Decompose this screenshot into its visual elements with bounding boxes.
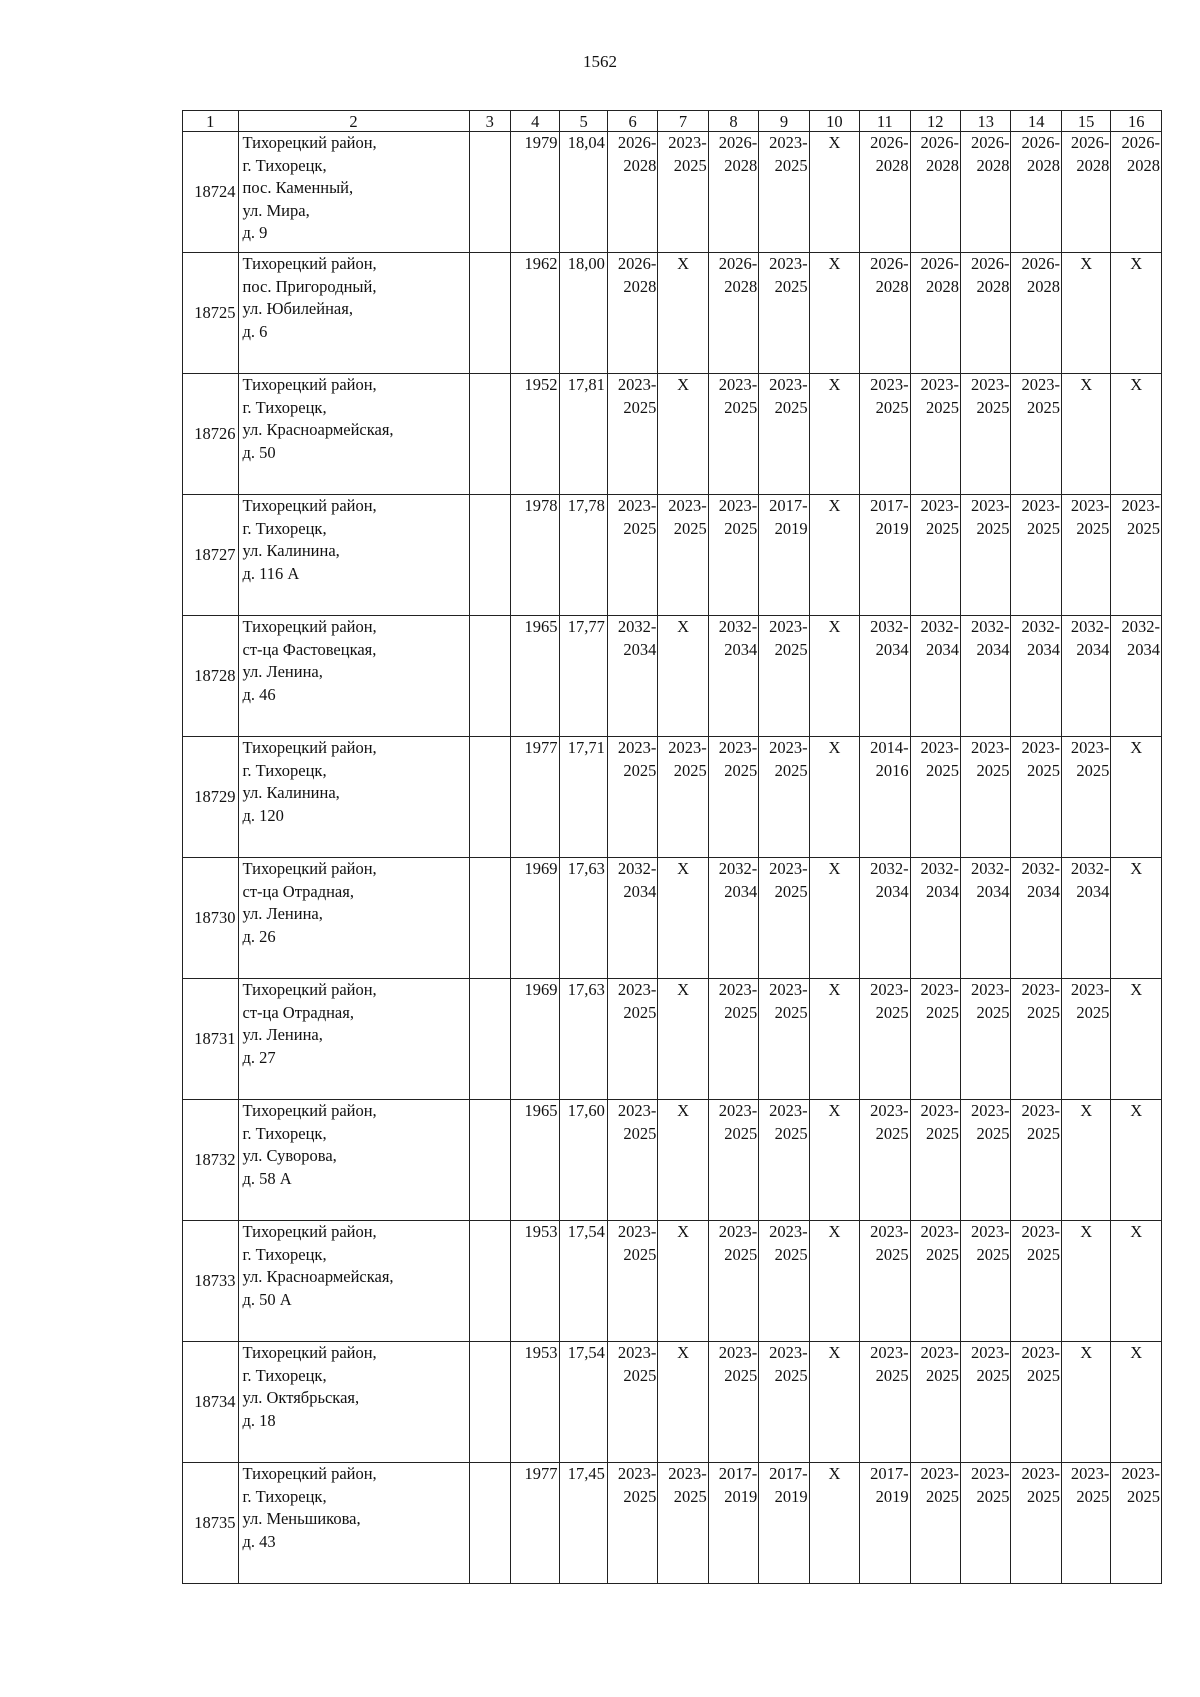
address-line: Тихорецкий район,	[242, 1464, 377, 1483]
period-cell: 2023- 2025	[759, 253, 809, 374]
address-line: Тихорецкий район,	[242, 859, 377, 878]
period-cell: 2023- 2025	[910, 979, 960, 1100]
address-line: ул. Красноармейская,	[242, 420, 394, 439]
address-line: Тихорецкий район,	[242, 254, 377, 273]
address-line: г. Тихорецк,	[242, 155, 327, 175]
address-cell	[238, 253, 469, 374]
period-cell: X	[1111, 737, 1162, 858]
row-id: 18733	[183, 1221, 239, 1342]
period-cell: 2023- 2025	[860, 1221, 910, 1342]
period-cell: 2023- 2025	[708, 495, 758, 616]
period-cell: 2032- 2034	[961, 858, 1011, 979]
column-header: 16	[1111, 111, 1162, 132]
period-cell: X	[1061, 1342, 1110, 1463]
address-line: д. 43	[242, 1531, 276, 1551]
address-line: ул. Юбилейная,	[242, 299, 353, 318]
col3-cell	[469, 1463, 510, 1584]
col3-cell	[469, 132, 510, 253]
address-cell	[238, 374, 469, 495]
table-row	[183, 1221, 1162, 1342]
period-cell: 2023- 2025	[961, 1342, 1011, 1463]
table-row	[183, 616, 1162, 737]
period-cell: X	[658, 979, 708, 1100]
year-cell: 1978	[510, 495, 559, 616]
year-cell: 1952	[510, 374, 559, 495]
row-id: 18732	[183, 1100, 239, 1221]
column-header: 7	[658, 111, 708, 132]
table-row	[183, 374, 1162, 495]
period-cell: 2023- 2025	[759, 374, 809, 495]
period-cell: X	[809, 858, 859, 979]
period-cell: 2023- 2025	[658, 132, 708, 253]
area-cell: 17,63	[560, 858, 607, 979]
period-cell: 2023- 2025	[1111, 1463, 1162, 1584]
column-header: 4	[510, 111, 559, 132]
period-cell: 2023- 2025	[1011, 737, 1061, 858]
column-header: 10	[809, 111, 859, 132]
period-cell: X	[809, 132, 859, 253]
address-line: Тихорецкий район,	[242, 1222, 377, 1241]
address-cell	[238, 495, 469, 616]
year-cell: 1953	[510, 1342, 559, 1463]
address-cell	[238, 1221, 469, 1342]
period-cell: X	[809, 737, 859, 858]
year-cell: 1965	[510, 1100, 559, 1221]
period-cell: X	[809, 1100, 859, 1221]
period-cell: 2017- 2019	[860, 1463, 910, 1584]
column-header: 2	[238, 111, 469, 132]
period-cell: 2023- 2025	[910, 374, 960, 495]
period-cell: 2032- 2034	[910, 616, 960, 737]
period-cell: 2023- 2025	[910, 495, 960, 616]
period-cell: X	[1111, 374, 1162, 495]
repair-schedule-table	[182, 110, 1162, 1584]
period-cell: X	[1111, 858, 1162, 979]
address-line: Тихорецкий район,	[242, 980, 377, 999]
period-cell: 2023- 2025	[759, 132, 809, 253]
address-line: г. Тихорецк,	[242, 1486, 327, 1506]
period-cell: 2026- 2028	[860, 253, 910, 374]
period-cell: 2026- 2028	[607, 132, 657, 253]
period-cell: 2032- 2034	[860, 616, 910, 737]
period-cell: 2032- 2034	[860, 858, 910, 979]
col3-cell	[469, 1100, 510, 1221]
period-cell: 2023- 2025	[1011, 1100, 1061, 1221]
period-cell: 2023- 2025	[759, 1100, 809, 1221]
address-line: ул. Ленина,	[242, 662, 323, 681]
year-cell: 1953	[510, 1221, 559, 1342]
area-cell: 17,54	[560, 1221, 607, 1342]
address-line: ул. Суворова,	[242, 1146, 337, 1165]
period-cell: 2023- 2025	[708, 374, 758, 495]
period-cell: 2023- 2025	[910, 1463, 960, 1584]
column-header: 11	[860, 111, 910, 132]
period-cell: X	[809, 1221, 859, 1342]
period-cell: 2023- 2025	[759, 1342, 809, 1463]
period-cell: 2032- 2034	[1061, 616, 1110, 737]
area-cell: 17,71	[560, 737, 607, 858]
period-cell: 2023- 2025	[961, 1463, 1011, 1584]
column-header: 12	[910, 111, 960, 132]
column-header: 8	[708, 111, 758, 132]
period-cell: 2023- 2025	[607, 374, 657, 495]
table-row	[183, 1463, 1162, 1584]
column-header: 3	[469, 111, 510, 132]
address-line: Тихорецкий район,	[242, 133, 377, 152]
address-line: ул. Меньшикова,	[242, 1509, 361, 1528]
period-cell: X	[1111, 1100, 1162, 1221]
period-cell: 2023- 2025	[860, 1342, 910, 1463]
column-header: 9	[759, 111, 809, 132]
area-cell: 17,81	[560, 374, 607, 495]
page-number: 1562	[583, 52, 617, 71]
col3-cell	[469, 495, 510, 616]
address-line: Тихорецкий район,	[242, 496, 377, 515]
period-cell: 2023- 2025	[607, 1463, 657, 1584]
period-cell: 2023- 2025	[961, 737, 1011, 858]
period-cell: X	[1061, 253, 1110, 374]
period-cell: 2023- 2025	[1011, 1463, 1061, 1584]
address-line: ул. Ленина,	[242, 904, 323, 923]
address-line: д. 6	[242, 321, 268, 341]
period-cell: 2023- 2025	[607, 737, 657, 858]
period-cell: 2023- 2025	[910, 737, 960, 858]
period-cell: 2023- 2025	[860, 979, 910, 1100]
col3-cell	[469, 1342, 510, 1463]
address-line: д. 116 А	[242, 563, 300, 583]
address-line: пос. Пригородный,	[242, 276, 377, 296]
period-cell: 2023- 2025	[759, 1221, 809, 1342]
area-cell: 17,45	[560, 1463, 607, 1584]
address-line: Тихорецкий район,	[242, 738, 377, 757]
period-cell: 2026- 2028	[961, 253, 1011, 374]
period-cell: 2023- 2025	[961, 979, 1011, 1100]
row-id: 18726	[183, 374, 239, 495]
area-cell: 17,63	[560, 979, 607, 1100]
address-line: г. Тихорецк,	[242, 1244, 327, 1264]
table-row	[183, 858, 1162, 979]
address-line: г. Тихорецк,	[242, 397, 327, 417]
address-line: д. 9	[242, 223, 268, 242]
period-cell: 2023- 2025	[607, 1100, 657, 1221]
period-cell: 2023- 2025	[658, 495, 708, 616]
period-cell: 2026- 2028	[1011, 132, 1061, 253]
col3-cell	[469, 253, 510, 374]
address-cell	[238, 1342, 469, 1463]
address-line: д. 58 А	[242, 1168, 292, 1188]
period-cell: X	[809, 253, 859, 374]
area-cell: 17,77	[560, 616, 607, 737]
year-cell: 1977	[510, 1463, 559, 1584]
period-cell: 2023- 2025	[860, 374, 910, 495]
period-cell: 2023- 2025	[961, 1100, 1011, 1221]
period-cell: 2026- 2028	[708, 253, 758, 374]
area-cell: 18,04	[560, 132, 607, 253]
row-id: 18735	[183, 1463, 239, 1584]
period-cell: 2023- 2025	[658, 737, 708, 858]
address-line: г. Тихорецк,	[242, 518, 327, 538]
column-header: 1	[183, 111, 239, 132]
address-line: Тихорецкий район,	[242, 617, 377, 636]
address-line: ул. Красноармейская,	[242, 1267, 394, 1286]
period-cell: 2023- 2025	[1011, 1342, 1061, 1463]
address-line: г. Тихорецк,	[242, 760, 327, 780]
period-cell: 2017- 2019	[759, 495, 809, 616]
period-cell: X	[658, 1100, 708, 1221]
period-cell: 2023- 2025	[759, 979, 809, 1100]
year-cell: 1969	[510, 979, 559, 1100]
col3-cell	[469, 737, 510, 858]
address-line: ст-ца Отрадная,	[242, 1002, 354, 1022]
period-cell: 2026- 2028	[708, 132, 758, 253]
address-line: д. 46	[242, 684, 276, 704]
address-line: ул. Мира,	[242, 200, 310, 220]
period-cell: X	[1111, 979, 1162, 1100]
row-id: 18734	[183, 1342, 239, 1463]
address-line: г. Тихорецк,	[242, 1365, 327, 1385]
table-row	[183, 253, 1162, 374]
period-cell: X	[1061, 374, 1110, 495]
col3-cell	[469, 858, 510, 979]
period-cell: 2023- 2025	[1061, 979, 1110, 1100]
table-row	[183, 132, 1162, 253]
period-cell: 2023- 2025	[607, 1342, 657, 1463]
period-cell: X	[809, 1342, 859, 1463]
period-cell: 2032- 2034	[1011, 616, 1061, 737]
period-cell: 2023- 2025	[708, 1221, 758, 1342]
period-cell: X	[1061, 1100, 1110, 1221]
row-id: 18728	[183, 616, 239, 737]
period-cell: X	[809, 374, 859, 495]
period-cell: 2023- 2025	[1011, 1221, 1061, 1342]
period-cell: 2017- 2019	[759, 1463, 809, 1584]
col3-cell	[469, 979, 510, 1100]
address-line: д. 120	[242, 805, 284, 825]
area-cell: 18,00	[560, 253, 607, 374]
period-cell: 2032- 2034	[708, 616, 758, 737]
address-line: ст-ца Отрадная,	[242, 881, 354, 901]
period-cell: 2032- 2034	[1011, 858, 1061, 979]
period-cell: 2023- 2025	[1011, 374, 1061, 495]
period-cell: 2014- 2016	[860, 737, 910, 858]
table-row	[183, 1342, 1162, 1463]
period-cell: 2026- 2028	[910, 253, 960, 374]
column-header: 15	[1061, 111, 1110, 132]
address-cell	[238, 737, 469, 858]
period-cell: 2026- 2028	[910, 132, 960, 253]
period-cell: 2026- 2028	[1061, 132, 1110, 253]
period-cell: 2026- 2028	[961, 132, 1011, 253]
period-cell: 2017- 2019	[860, 495, 910, 616]
period-cell: 2023- 2025	[1011, 979, 1061, 1100]
area-cell: 17,54	[560, 1342, 607, 1463]
period-cell: 2023- 2025	[1011, 495, 1061, 616]
period-cell: X	[1111, 253, 1162, 374]
table-body	[183, 132, 1162, 1584]
address-line: ул. Ленина,	[242, 1025, 323, 1044]
address-cell	[238, 858, 469, 979]
period-cell: 2032- 2034	[607, 858, 657, 979]
address-line: пос. Каменный,	[242, 178, 354, 197]
table-row	[183, 979, 1162, 1100]
period-cell: 2023- 2025	[910, 1342, 960, 1463]
period-cell: 2023- 2025	[708, 1100, 758, 1221]
address-cell	[238, 132, 469, 253]
column-header: 14	[1011, 111, 1061, 132]
period-cell: 2023- 2025	[860, 1100, 910, 1221]
period-cell: 2023- 2025	[658, 1463, 708, 1584]
header-row	[183, 111, 1162, 132]
address-line: ст-ца Фастовецкая,	[242, 639, 377, 659]
period-cell: X	[1061, 1221, 1110, 1342]
period-cell: 2023- 2025	[1061, 737, 1110, 858]
period-cell: 2023- 2025	[910, 1100, 960, 1221]
period-cell: 2023- 2025	[607, 979, 657, 1100]
address-cell	[238, 616, 469, 737]
column-header: 13	[961, 111, 1011, 132]
period-cell: 2017- 2019	[708, 1463, 758, 1584]
period-cell: X	[658, 253, 708, 374]
period-cell: 2032- 2034	[708, 858, 758, 979]
address-line: Тихорецкий район,	[242, 1101, 377, 1120]
address-line: ул. Калинина,	[242, 783, 340, 802]
period-cell: 2026- 2028	[607, 253, 657, 374]
period-cell: X	[1111, 1342, 1162, 1463]
period-cell: 2026- 2028	[1111, 132, 1162, 253]
period-cell: 2023- 2025	[1061, 1463, 1110, 1584]
address-cell	[238, 1463, 469, 1584]
period-cell: X	[658, 1221, 708, 1342]
period-cell: 2023- 2025	[607, 495, 657, 616]
table-row	[183, 1100, 1162, 1221]
year-cell: 1965	[510, 616, 559, 737]
address-line: д. 50 А	[242, 1289, 292, 1309]
period-cell: X	[658, 1342, 708, 1463]
period-cell: 2023- 2025	[910, 1221, 960, 1342]
period-cell: 2023- 2025	[708, 737, 758, 858]
period-cell: 2023- 2025	[961, 374, 1011, 495]
period-cell: X	[658, 616, 708, 737]
address-line: д. 26	[242, 926, 276, 946]
address-cell	[238, 979, 469, 1100]
period-cell: 2023- 2025	[1061, 495, 1110, 616]
col3-cell	[469, 374, 510, 495]
period-cell: 2023- 2025	[708, 979, 758, 1100]
period-cell: 2023- 2025	[708, 1342, 758, 1463]
period-cell: X	[809, 1463, 859, 1584]
table-row	[183, 495, 1162, 616]
table-row	[183, 737, 1162, 858]
address-line: ул. Калинина,	[242, 541, 340, 560]
period-cell: 2023- 2025	[759, 858, 809, 979]
table-header	[183, 111, 1162, 132]
row-id: 18730	[183, 858, 239, 979]
period-cell: X	[658, 858, 708, 979]
period-cell: 2032- 2034	[607, 616, 657, 737]
period-cell: X	[809, 616, 859, 737]
row-id: 18729	[183, 737, 239, 858]
period-cell: X	[809, 979, 859, 1100]
address-line: д. 18	[242, 1410, 276, 1430]
address-cell	[238, 1100, 469, 1221]
period-cell: 2026- 2028	[1011, 253, 1061, 374]
address-line: г. Тихорецк,	[242, 1123, 327, 1143]
col3-cell	[469, 1221, 510, 1342]
area-cell: 17,78	[560, 495, 607, 616]
address-line: д. 27	[242, 1047, 276, 1067]
column-header: 5	[560, 111, 607, 132]
address-line: д. 50	[242, 442, 276, 462]
period-cell: X	[658, 374, 708, 495]
period-cell: 2023- 2025	[961, 495, 1011, 616]
period-cell: 2023- 2025	[607, 1221, 657, 1342]
period-cell: 2023- 2025	[961, 1221, 1011, 1342]
col3-cell	[469, 616, 510, 737]
period-cell: X	[1111, 1221, 1162, 1342]
column-header: 6	[607, 111, 657, 132]
address-line: Тихорецкий район,	[242, 375, 377, 394]
row-id: 18727	[183, 495, 239, 616]
area-cell: 17,60	[560, 1100, 607, 1221]
period-cell: 2023- 2025	[759, 737, 809, 858]
period-cell: 2032- 2034	[1111, 616, 1162, 737]
year-cell: 1979	[510, 132, 559, 253]
row-id: 18725	[183, 253, 239, 374]
period-cell: 2032- 2034	[910, 858, 960, 979]
period-cell: 2032- 2034	[1061, 858, 1110, 979]
year-cell: 1962	[510, 253, 559, 374]
period-cell: 2023- 2025	[1111, 495, 1162, 616]
address-line: ул. Октябрьская,	[242, 1388, 360, 1407]
period-cell: 2026- 2028	[860, 132, 910, 253]
year-cell: 1969	[510, 858, 559, 979]
year-cell: 1977	[510, 737, 559, 858]
row-id: 18724	[183, 132, 239, 253]
row-id: 18731	[183, 979, 239, 1100]
period-cell: 2032- 2034	[961, 616, 1011, 737]
period-cell: X	[809, 495, 859, 616]
period-cell: 2023- 2025	[759, 616, 809, 737]
address-line: Тихорецкий район,	[242, 1343, 377, 1362]
